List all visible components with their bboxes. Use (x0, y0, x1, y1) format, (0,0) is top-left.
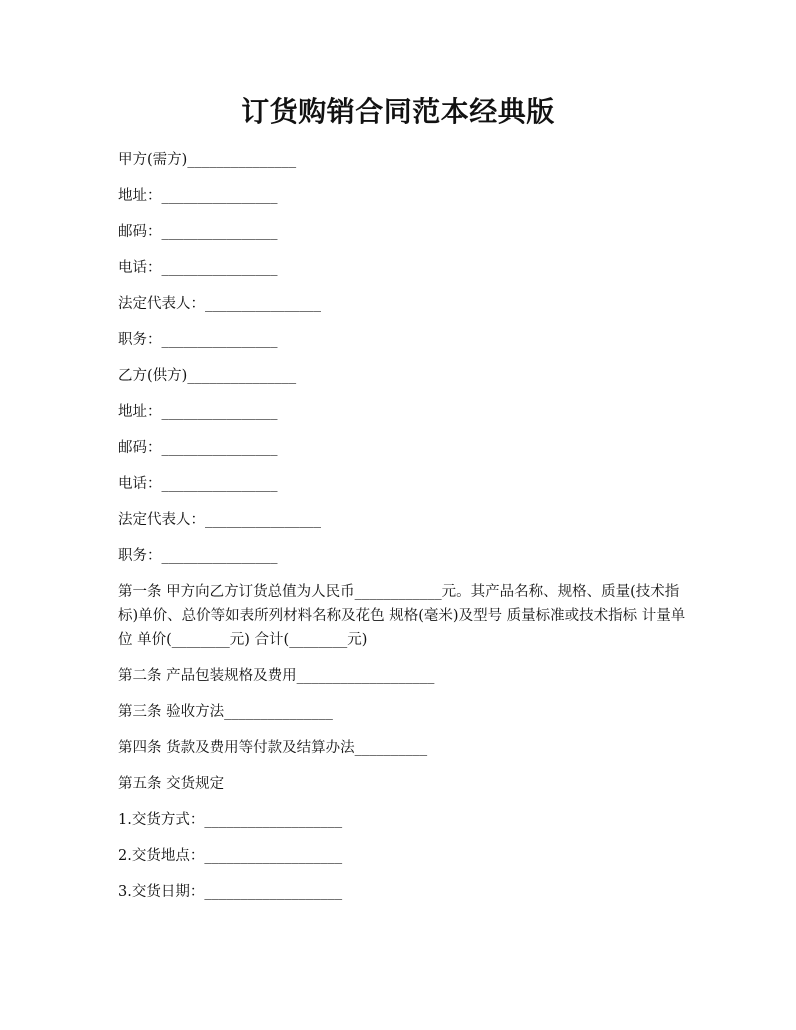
delivery-method: 1.交货方式：___________________ (118, 812, 343, 828)
party-b-phone: 电话：________________ (118, 476, 278, 492)
delivery-place: 2.交货地点：___________________ (118, 848, 343, 864)
party-b-address: 地址：________________ (118, 404, 278, 420)
party-a-postcode: 邮码：________________ (118, 224, 278, 240)
party-a-phone: 电话：________________ (118, 260, 278, 276)
delivery-date: 3.交货日期：___________________ (118, 884, 343, 900)
clause-4: 第四条 货款及费用等付款及结算办法__________ (118, 740, 428, 756)
clause-2: 第二条 产品包装规格及费用___________________ (118, 668, 435, 684)
party-b-heading: 乙方(供方)_______________ (118, 368, 297, 384)
party-a-position: 职务：________________ (118, 332, 278, 348)
party-b-legal-representative: 法定代表人：________________ (118, 512, 321, 528)
party-a-address: 地址：________________ (118, 188, 278, 204)
clause-5: 第五条 交货规定 (118, 776, 225, 792)
party-b-position: 职务：________________ (118, 548, 278, 564)
party-b-postcode: 邮码：________________ (118, 440, 278, 456)
party-a-legal-representative: 法定代表人：________________ (118, 296, 321, 312)
party-a-heading: 甲方(需方)_______________ (118, 152, 297, 168)
document-title: 订货购销合同范本经典版 (241, 95, 555, 128)
clause-3: 第三条 验收方法_______________ (118, 704, 333, 720)
clause-1: 第一条 甲方向乙方订货总值为人民币____________元。其产品名称、规格、质量(技术指标)单价、总价等如表所列材料名称及花色 规格(毫米)及型号 质量标准或技术指标 计量单位 单价(________元) 合计(________元) (118, 584, 686, 648)
contract-body (118, 148, 688, 916)
